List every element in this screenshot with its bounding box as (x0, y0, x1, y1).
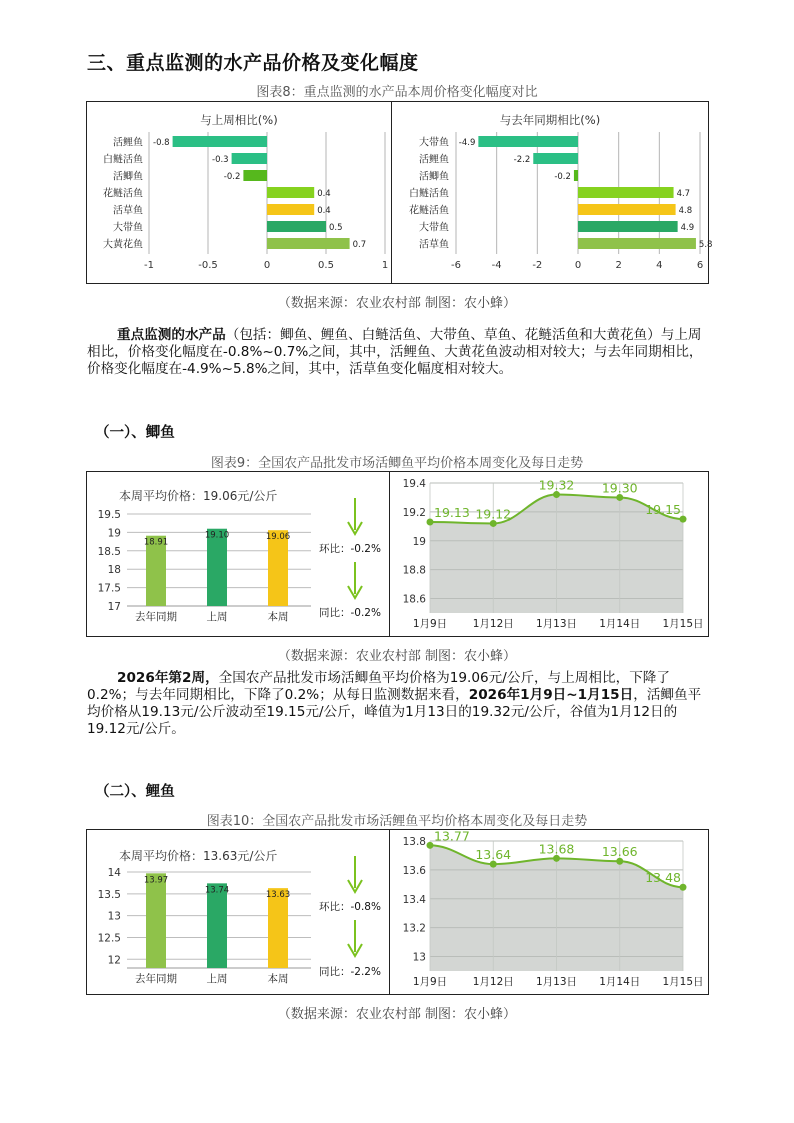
value-label: 19.32 (538, 477, 575, 493)
value-label: -2.2 (513, 155, 531, 165)
x-tick-label: 6 (696, 260, 704, 271)
category-label: 活鲫鱼 (419, 171, 449, 183)
x-tick-label: 1月14日 (599, 618, 641, 630)
x-tick-label: 2 (615, 260, 622, 271)
carp-weekly-bar-chart (87, 830, 317, 994)
x-tick-label: 1月15日 (662, 618, 704, 630)
category-label: 白鲢活鱼 (409, 188, 449, 200)
x-tick-label: 0 (263, 260, 271, 271)
value-label: -0.2 (554, 172, 571, 182)
crucian-para-bold-2: 2026年1月9日~1月15日 (468, 687, 634, 703)
value-label: -0.2 (223, 172, 241, 182)
x-tick-label: 1月12日 (472, 976, 514, 988)
category-label: 花鲢活鱼 (103, 188, 143, 200)
figure-8-frame (86, 101, 713, 284)
x-tick-label: 0 (574, 260, 582, 271)
y-tick-label: 19 (107, 527, 121, 540)
value-label: -0.3 (212, 155, 229, 165)
bar (267, 221, 326, 232)
bar (267, 187, 314, 198)
chart-title: 与去年同期相比(%) (499, 113, 601, 127)
crucian-tongbi: 同比：-0.2% (319, 607, 381, 619)
figure-9-frame (86, 471, 709, 637)
category-label: 大黄花鱼 (103, 239, 143, 251)
value-label: 19.12 (475, 506, 512, 522)
value-label: 19.15 (645, 502, 681, 518)
y-tick-label: 18.6 (402, 593, 426, 606)
bar (232, 153, 267, 164)
y-tick-label: 19.5 (97, 509, 121, 521)
x-tick-label: 1月12日 (472, 618, 514, 630)
bar (574, 170, 578, 181)
y-tick-label: 12.5 (97, 932, 121, 945)
y-tick-label: 18 (107, 564, 121, 577)
y-tick-label: 19.4 (402, 478, 426, 490)
value-label: 13.63 (265, 890, 291, 901)
figure-8-caption: 图表8：重点监测的水产品本周价格变化幅度对比 (256, 85, 538, 100)
figure-9-caption: 图表9：全国农产品批发市场活鲫鱼平均价格本周变化及每日走势 (210, 456, 584, 471)
bar (578, 204, 676, 215)
bar (578, 187, 674, 198)
category-label: 本周 (267, 973, 289, 985)
y-tick-label: 18.8 (402, 564, 426, 577)
figure-8-source: （数据来源：农业农村部 制图：农小蜂） (277, 296, 517, 311)
x-tick-label: 1 (381, 260, 389, 271)
y-tick-label: 13.4 (402, 893, 426, 906)
y-tick-label: 17.5 (97, 582, 121, 595)
x-tick-label: 1月13日 (535, 976, 578, 988)
crucian-paragraph (87, 670, 707, 738)
value-label: 18.91 (143, 537, 169, 548)
category-label: 本周 (267, 611, 289, 623)
crucian-huanbi: 环比：-0.2% (319, 543, 381, 555)
bar (143, 873, 169, 968)
value-label: 13.77 (434, 828, 470, 844)
y-tick-label: 14 (107, 867, 121, 879)
value-label: 0.4 (317, 189, 331, 199)
y-tick-label: 13 (412, 951, 426, 964)
value-label: 13.66 (601, 844, 638, 860)
x-tick-label: 1月15日 (662, 976, 704, 988)
category-label: 去年同期 (135, 611, 177, 623)
x-tick-label: -4 (491, 260, 502, 271)
chart-title: 与上周相比(%) (200, 113, 278, 127)
y-tick-label: 13.6 (402, 864, 426, 877)
value-label: 5.8 (698, 240, 713, 250)
y-tick-label: 13.8 (402, 836, 426, 848)
crucian-para-text-1: 全国农产品批发市场活鲫鱼平均价格为19.06元/公斤，与上周相比，下降了0.2%；与去年同期相比，下降了0.2%；从每日监测数据来看， (87, 670, 670, 703)
crucian-average-price: 本周平均价格：19.06元/公斤 (119, 489, 278, 503)
value-label: 0.7 (352, 240, 367, 250)
value-label: 4.7 (676, 189, 691, 199)
bar (578, 221, 678, 232)
carp-tongbi: 同比：-2.2% (319, 966, 381, 978)
value-label: 4.8 (678, 206, 693, 216)
bar (478, 136, 578, 147)
bar (173, 136, 267, 147)
bar (204, 883, 230, 968)
value-label: 13.64 (475, 847, 512, 863)
crucian-para-bold-1: 2026年第2周， (117, 670, 219, 686)
value-label: 0.4 (317, 206, 331, 216)
category-label: 上周 (206, 973, 228, 985)
weekly-change-bar-chart (87, 102, 391, 283)
figure-10-source: （数据来源：农业农村部 制图：农小蜂） (277, 1007, 517, 1022)
x-tick-label: 4 (656, 260, 663, 271)
category-label: 大带鱼 (419, 222, 449, 234)
yearly-change-bar-chart (392, 102, 713, 283)
value-label: 19.06 (265, 532, 291, 543)
y-tick-label: 19.2 (402, 506, 426, 519)
value-label: -0.8 (153, 138, 170, 148)
category-label: 去年同期 (135, 973, 177, 985)
x-tick-label: 0.5 (318, 260, 334, 271)
figure-10-frame (86, 829, 709, 995)
x-tick-label: -1 (144, 260, 154, 271)
carp-average-price: 本周平均价格：13.63元/公斤 (119, 849, 278, 863)
crucian-para-text-2: ，活鲫鱼平均价格从19.13元/公斤波动至19.15元/公斤，峰值为1月13日的19.32元/公斤，谷值为1月12日的19.12元/公斤。 (87, 687, 702, 737)
category-label: 活鲫鱼 (113, 171, 143, 183)
summary-paragraph (87, 327, 707, 378)
carp-daily-area-chart (390, 830, 708, 994)
category-label: 活草鱼 (113, 205, 143, 217)
bar (533, 153, 578, 164)
value-label: 19.13 (434, 505, 470, 520)
bar (267, 238, 350, 249)
bar (578, 238, 696, 249)
bar (243, 170, 267, 181)
value-label: 0.5 (329, 223, 343, 233)
category-label: 大带鱼 (113, 222, 143, 234)
category-label: 花鲢活鱼 (409, 205, 449, 217)
value-label: 4.9 (680, 223, 695, 233)
subsection-crucian-title: （一）、鲫鱼 (95, 425, 175, 441)
section-title: 三、重点监测的水产品价格及变化幅度 (87, 52, 419, 74)
x-tick-label: 1月14日 (599, 976, 641, 988)
y-tick-label: 19 (412, 535, 426, 548)
category-label: 活鲤鱼 (419, 154, 449, 166)
figure-9-source: （数据来源：农业农村部 制图：农小蜂） (277, 649, 517, 664)
y-tick-label: 13.2 (402, 922, 426, 935)
value-label: 13.74 (204, 885, 230, 896)
x-tick-label: -6 (451, 260, 461, 271)
value-label: 13.68 (538, 841, 575, 857)
crucian-daily-area-chart (390, 472, 708, 636)
category-label: 上周 (206, 611, 228, 623)
x-tick-label: 1月13日 (535, 618, 578, 630)
category-label: 活草鱼 (419, 239, 449, 251)
x-tick-label: -0.5 (198, 260, 218, 271)
y-tick-label: 17 (107, 601, 121, 613)
y-tick-label: 12 (107, 954, 121, 967)
y-tick-label: 13.5 (97, 888, 121, 901)
data-point (427, 519, 434, 526)
category-label: 白鲢活鱼 (103, 154, 143, 166)
y-tick-label: 18.5 (97, 545, 121, 558)
value-label: 13.48 (645, 870, 681, 886)
x-tick-label: -2 (532, 260, 543, 271)
category-label: 大带鱼 (419, 137, 449, 149)
carp-huanbi: 环比：-0.8% (319, 901, 381, 913)
x-tick-label: 1月9日 (412, 976, 448, 988)
subsection-carp-title: （二）、鲤鱼 (95, 784, 175, 800)
crucian-weekly-bar-chart (87, 472, 317, 636)
value-label: 19.10 (204, 530, 230, 541)
value-label: 13.97 (143, 875, 169, 886)
x-tick-label: 1月9日 (412, 618, 448, 630)
summary-text: （包括：鲫鱼、鲤鱼、白鲢活鱼、大带鱼、草鱼、花鲢活鱼和大黄花鱼）与上周相比，价格变化幅度在-0.8%~0.7%之间，其中，活鲤鱼、大黄花鱼波动相对较大；与去年同期相比，价格变化幅度在-4.9%~5.8%之间，其中，活草鱼变化幅度相对较大。 (87, 327, 703, 377)
category-label: 活鲤鱼 (113, 137, 143, 149)
bar (267, 204, 314, 215)
data-point (427, 842, 434, 849)
value-label: 19.30 (601, 480, 638, 496)
value-label: -4.9 (458, 138, 476, 148)
y-tick-label: 13 (107, 910, 121, 923)
figure-10-caption: 图表10：全国农产品批发市场活鲤鱼平均价格本周变化及每日走势 (206, 814, 588, 829)
summary-bold: 重点监测的水产品 (117, 327, 226, 343)
